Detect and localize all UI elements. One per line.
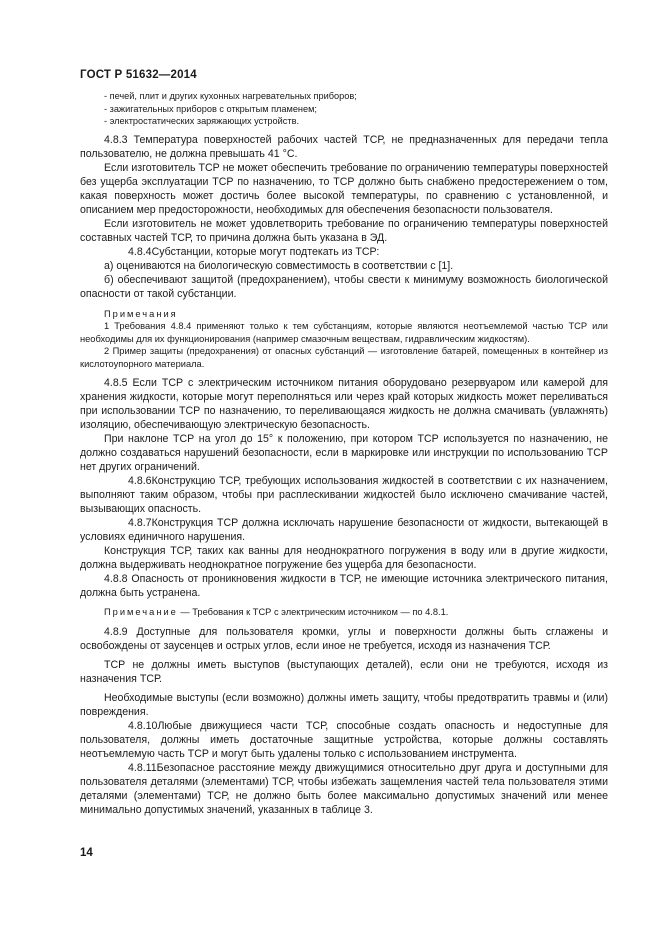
paragraph-4-8-4 <box>80 245 608 259</box>
notes-block <box>80 308 608 371</box>
paragraph-4-8-9-b: ТСР не должны иметь выступов (выступающих деталей), если они не требуются, исходя из назначения ТСР. <box>80 659 608 685</box>
bullet-item: - зажигательных приборов с открытым пламенем; <box>104 103 317 114</box>
paragraph-4-8-5: 4.8.5 Если ТСР с электрическим источником питания оборудовано резервуаром или камерой для хранения жидкости, которые могут переполняться или через край которых жидкость может переливаться при использовании ТСР по назначению, то переливающаяся жидкость не должна смачивать (увлажнять) изоляцию, обеспечивающую электрическую безопасность. <box>80 377 608 431</box>
clause-text: Любые движущиеся части ТСР, способные создать опасность и недоступные для пользователя, должны иметь достаточные защитные устройства, которые должны составлять неотъемлемую часть ТСР и могут быть удалены только с использованием инструмента. <box>80 720 608 760</box>
paragraph-4-8-5-b: При наклоне ТСР на угол до 15° к положению, при котором ТСР используется по назначению, не должно создаваться нарушений безопасности, если в маркировке или инструкции по использованию ТСР нет других ограничений. <box>80 433 608 473</box>
paragraph-4-8-11 <box>80 761 608 817</box>
clause-number: 4.8.6 <box>128 475 152 487</box>
clause-text: Конструкция ТСР должна исключать нарушение безопасности от жидкости, вытекающей в условиях единичного нарушения. <box>80 517 608 543</box>
paragraph-4-8-4-b: б) обеспечивают защитой (предохранением), чтобы свести к минимуму возможность биологической опасности от такой субстанции. <box>80 273 608 300</box>
clause-text: Конструкцию ТСР, требующих использования жидкостей в соответствии с их назначением, выполняют таким образом, чтобы при расплескивании жидкостей было исключено смачивание частей, вызывающих опасность. <box>80 475 608 515</box>
clause-number: 4.8.4 <box>128 245 152 258</box>
clause-number: 4.8.11 <box>128 762 157 774</box>
paragraph-4-8-6 <box>80 474 608 516</box>
paragraph-4-8-3: 4.8.3 Температура поверхностей рабочих частей ТСР, не предназначенных для передачи тепла пользователю, не должна превышать 41 °С. <box>80 133 608 160</box>
note-2: 2 Пример защиты (предохранения) от опасных субстанций — изготовление батарей, помещенных в контейнер из кислотоупорного материала. <box>80 346 608 369</box>
bullet-item: - электростатических заряжающих устройств. <box>104 116 300 126</box>
note-text: — Требования к ТСР с электрическим источником — по 4.8.1. <box>177 607 449 617</box>
paragraph-4-8-3-c: Если изготовитель не может удовлетворить требование по ограничению температуры поверхностей составных частей ТСР, то причина должна быть указана в ЭД. <box>80 217 608 244</box>
clause-text: Безопасное расстояние между движущимися относительно друг друга и доступными для пользователя деталями (элементами) ТСР, чтобы избежать защемления частей тела пользователя этими деталями (элементами) ТСР, не должно быть более максимально допустимых значений или менее минимально допустимых значений, указанных в таблице 3. <box>80 762 608 816</box>
bullet-list <box>80 90 608 128</box>
paragraph-4-8-9-c: Необходимые выступы (если возможно) должны иметь защиту, чтобы предотвратить травмы и (или) повреждения. <box>80 692 608 718</box>
notes-heading: Примечания <box>104 308 178 319</box>
document-body <box>80 90 608 817</box>
paragraph-4-8-4-a: а) оцениваются на биологическую совместимость в соответствии с [1]. <box>104 259 454 272</box>
document-header: ГОСТ Р 51632—2014 <box>80 69 197 81</box>
page-number: 14 <box>80 847 93 859</box>
paragraph-4-8-8: 4.8.8 Опасность от проникновения жидкости в ТСР, не имеющие источника электрического питания, должна быть устранена. <box>80 573 608 599</box>
paragraph-4-8-7 <box>80 516 608 544</box>
clause-number: 4.8.10 <box>128 720 158 732</box>
paragraph-4-8-7-b: Конструкция ТСР, таких как ванны для неоднократного погружения в воду или в другие жидкости, должна выдерживать неоднократное погружение без ущерба для безопасности. <box>80 545 608 571</box>
paragraph-4-8-10 <box>80 719 608 761</box>
clause-number: 4.8.7 <box>128 517 152 529</box>
paragraph-4-8-9: 4.8.9 Доступные для пользователя кромки, углы и поверхности должны быть сглажены и освобождены от заусенцев и острых углов, если иное не требуется, исходя из назначения ТСР. <box>80 626 608 652</box>
bullet-item: - печей, плит и других кухонных нагревательных приборов; <box>104 91 357 101</box>
clause-text: Субстанции, которые могут подтекать из ТСР: <box>151 245 380 258</box>
note-1: 1 Требования 4.8.4 применяют только к тем субстанциям, которые являются неотъемлемой частью ТСР или необходимы для их функционирования (например смазочным веществам, гидравлическим жидкостям). <box>80 321 608 344</box>
note-4-8-8 <box>80 606 608 619</box>
note-label: Примечание <box>104 607 178 617</box>
paragraph-4-8-3-b: Если изготовитель ТСР не может обеспечить требование по ограничению температуры поверхностей без ущерба эксплуатации ТСР по назначению, то ТСР должно быть снабжено предостережением о том, какая поверхность может достичь более высокой температуры, по сравнению с установленной, и описанием мер предосторожности, необходимых для обеспечения безопасности пользователя. <box>80 161 608 216</box>
